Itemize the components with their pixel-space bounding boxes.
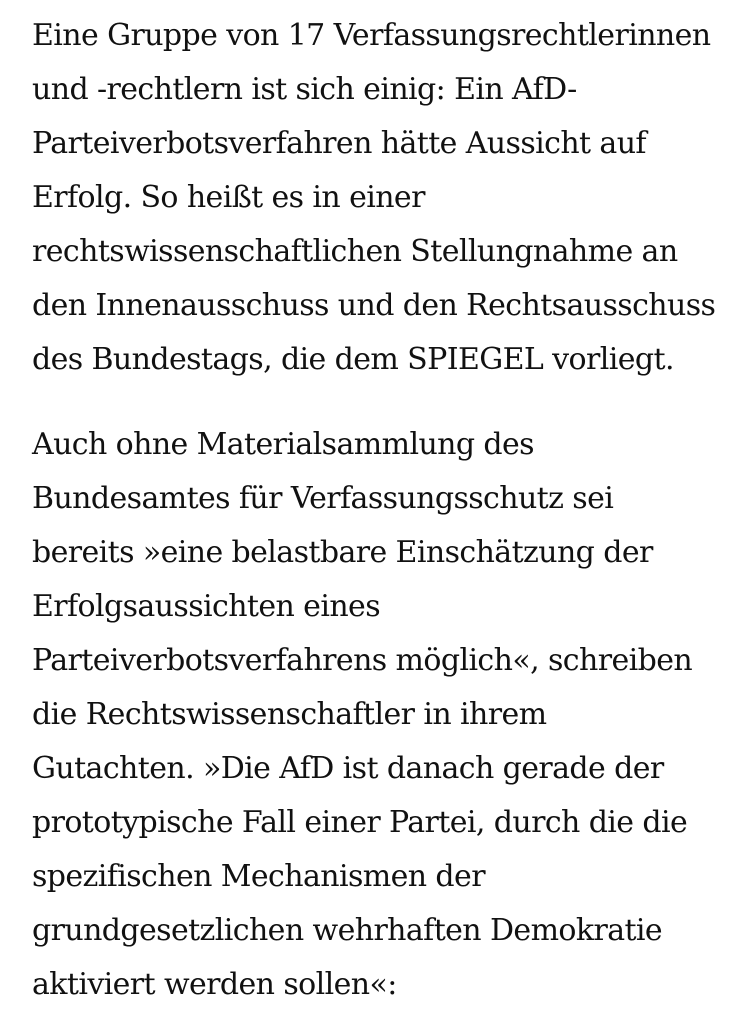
paragraph-line: die Rechtswissenschaftler in ihrem bbox=[32, 697, 547, 732]
article-body bbox=[32, 9, 732, 1012]
paragraph-line: Erfolgsaussichten eines bbox=[32, 589, 381, 624]
paragraph-line: Erfolg. So heißt es in einer bbox=[32, 180, 425, 215]
paragraph-line: rechtswissenschaftlichen Stellungnahme an bbox=[32, 234, 678, 269]
paragraph-line: bereits »eine belastbare Einschätzung der bbox=[32, 535, 653, 570]
paragraph-line: Gutachten. »Die AfD ist danach gerade der bbox=[32, 751, 664, 786]
paragraph-line: und -rechtlern ist sich einig: Ein AfD- bbox=[32, 72, 577, 107]
paragraph-line: Parteiverbotsverfahrens möglich«, schreiben bbox=[32, 643, 693, 678]
paragraph-line: aktiviert werden sollen«: bbox=[32, 967, 397, 1002]
paragraph-line: grundgesetzlichen wehrhaften Demokratie bbox=[32, 913, 663, 948]
paragraph-line: den Innenausschuss und den Rechtsausschuss bbox=[32, 288, 716, 323]
article-paragraph-2 bbox=[32, 418, 732, 1012]
article-paragraph-1 bbox=[32, 9, 732, 387]
paragraph-line: prototypische Fall einer Partei, durch die die bbox=[32, 805, 688, 840]
paragraph-line: Auch ohne Materialsammlung des bbox=[32, 427, 534, 462]
paragraph-line: spezifischen Mechanismen der bbox=[32, 859, 485, 894]
paragraph-line: Parteiverbotsverfahren hätte Aussicht auf bbox=[32, 126, 646, 161]
paragraph-line: Eine Gruppe von 17 Verfassungsrechtlerinnen bbox=[32, 18, 711, 53]
paragraph-line: des Bundestags, die dem SPIEGEL vorliegt. bbox=[32, 342, 674, 377]
paragraph-line: Bundesamtes für Verfassungsschutz sei bbox=[32, 481, 614, 516]
paragraph-spacing bbox=[32, 387, 732, 418]
